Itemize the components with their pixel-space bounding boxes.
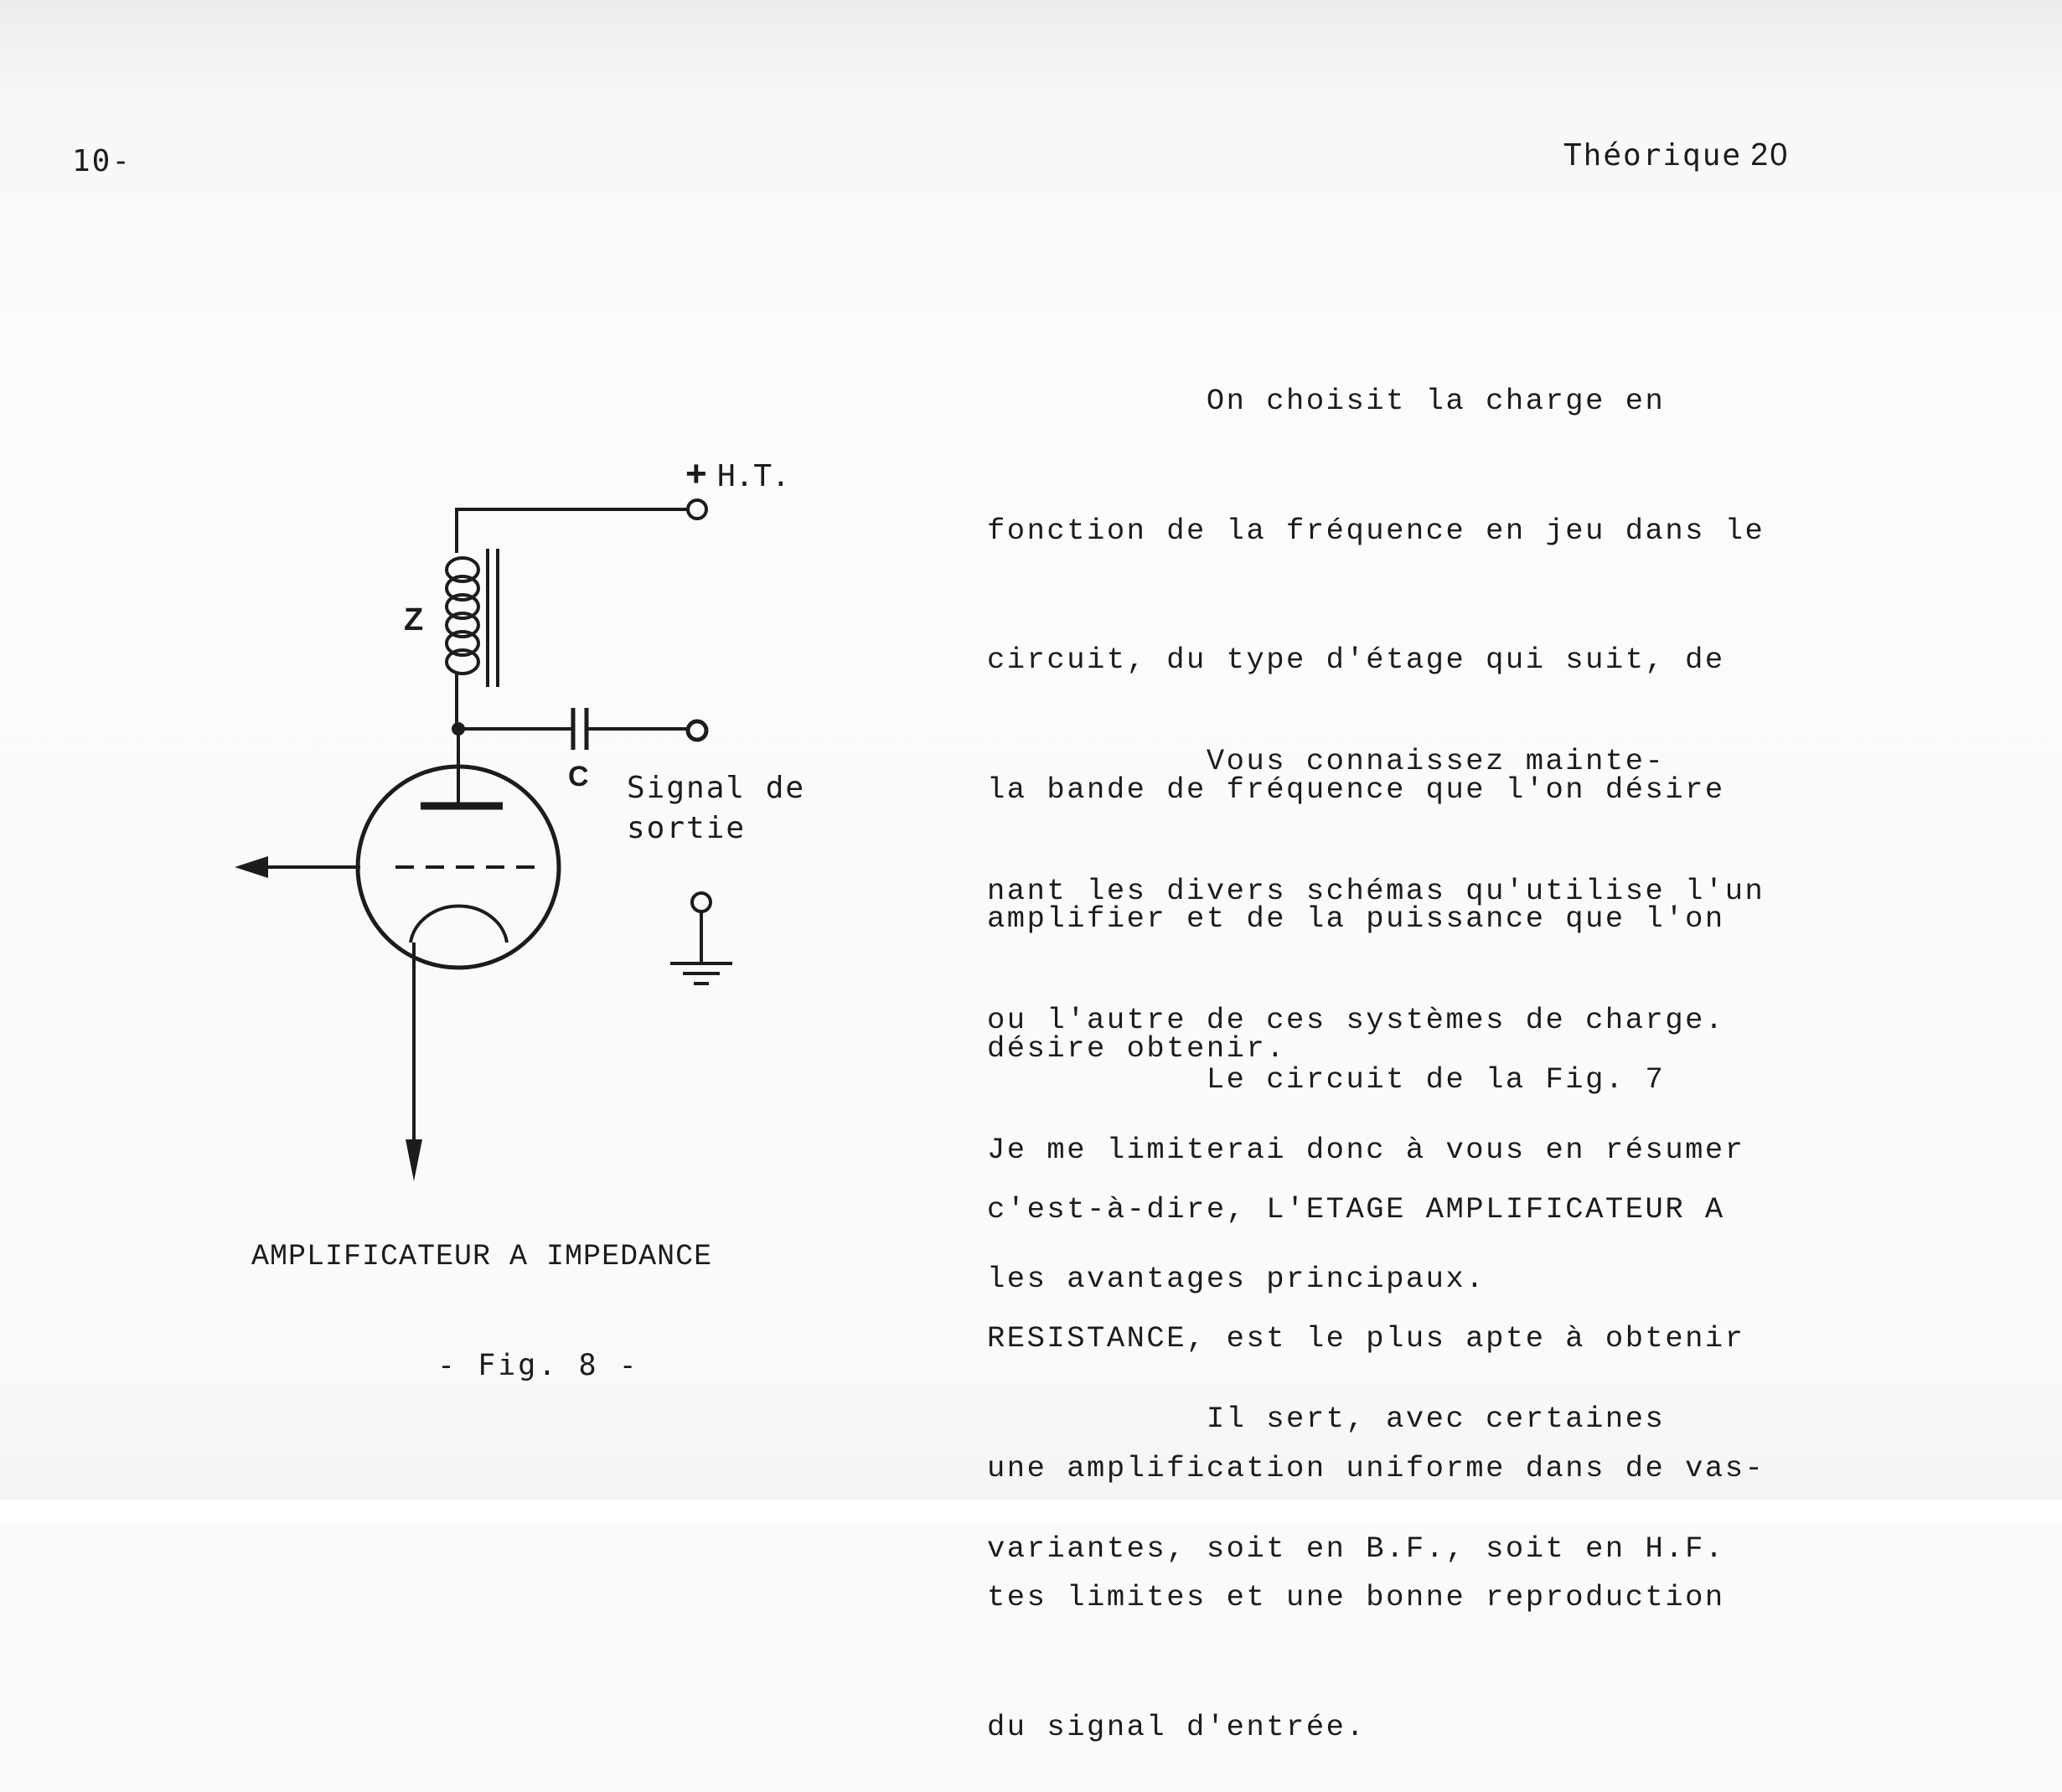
paragraph-line: fonction de la fréquence en jeu dans le [987,513,1765,548]
output-label-line1: Signal de [627,771,806,805]
cathode-arrow-icon [406,1139,422,1181]
paragraph-line: circuit, du type d'étage qui suit, de [987,643,1725,677]
page-number: 10- [72,144,132,178]
paragraph-line: du signal d'entrée. [987,1709,1367,1744]
paragraph-line: Je me limiterai donc à vous en résumer [987,1132,1745,1167]
paragraph-line: la bande de fréquence que l'on désire [987,772,1725,807]
section-title: Théorique [1563,138,1743,173]
paragraph-line: nant les divers schémas qu'utilise l'un [987,873,1765,908]
figure-caption: AMPLIFICATEUR A IMPEDANCE [251,1240,713,1273]
output-terminal [688,721,706,740]
ht-label: H.T. [717,459,790,493]
paragraph-line: Le circuit de la Fig. 7 [987,1062,1666,1097]
paragraph-line: variantes, soit en B.F., soit en H.F. [987,1531,1725,1566]
ground-terminal [692,893,711,911]
paragraph-line: les avantages principaux. [987,1262,1486,1296]
paragraph-line: ou l'autre de ces systèmes de charge. [987,1003,1725,1037]
paragraph-line: une amplification uniforme dans de vas- [987,1450,1765,1485]
section-number: 20 [1750,137,1790,173]
paragraph-line: c'est-à-dire, L'ETAGE AMPLIFICATEUR A [987,1191,1725,1227]
tube-cathode [411,906,507,942]
plus-sign: + [685,453,707,494]
output-label-line2: sortie [627,811,747,845]
grid-input-arrow-icon [235,856,268,878]
paragraph-4 [987,1311,1842,1614]
paragraph-line: Vous connaissez mainte- [987,744,1666,778]
z-label: Z [404,602,424,638]
paragraph-line: désire obtenir. [987,1030,1287,1066]
inductor-coil [447,558,478,674]
paragraph-line: tes limites et une bonne reproduction [987,1580,1725,1614]
figure-label: - Fig. 8 - [437,1349,639,1382]
paragraph-line: amplifier et de la puissance que l'on [987,901,1725,936]
c-label: C [568,761,589,793]
paragraph-line: RESISTANCE, est le plus apte à obtenir [987,1321,1745,1356]
paragraph-line: On choisit la charge en [987,384,1666,418]
ht-terminal [688,500,706,519]
paragraph-line: Il sert, avec certaines [987,1402,1666,1436]
